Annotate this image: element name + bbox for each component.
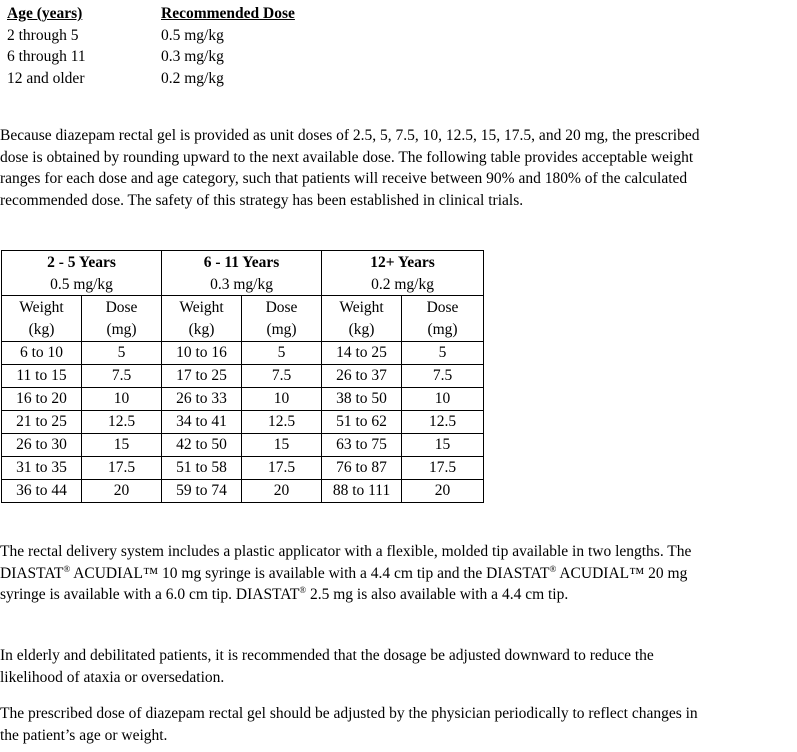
- dose-unit: (mg): [106, 320, 137, 338]
- dose-value-cell: 7.5: [402, 365, 484, 388]
- age-cell: 12 and older: [7, 69, 85, 87]
- dose-value-cell: 7.5: [82, 365, 162, 388]
- dose-value-cell: 12.5: [82, 411, 162, 434]
- dose-column-header: [82, 296, 162, 342]
- weight-range-cell: 38 to 50: [322, 388, 402, 411]
- weight-dose-table: [1, 250, 484, 503]
- age-cell: 6 through 11: [7, 48, 86, 65]
- weight-range-cell: 76 to 87: [322, 457, 402, 480]
- weight-label: Weight: [19, 299, 64, 316]
- weight-range-cell: 36 to 44: [2, 480, 82, 503]
- age-group-title: 2 - 5 Years: [47, 254, 116, 271]
- weight-range-cell: 31 to 35: [2, 457, 82, 480]
- weight-unit: (kg): [28, 320, 55, 338]
- weight-range-cell: 11 to 15: [2, 365, 82, 388]
- weight-range-cell: 26 to 37: [322, 365, 402, 388]
- delivery-text: 2.5 mg is also available with a 4.4 cm tip.: [306, 586, 569, 603]
- dose-adjustment-paragraph: The prescribed dose of diazepam rectal gel should be adjusted by the physician periodically to reflect changes in the patient’s age or weight.: [0, 705, 698, 744]
- elderly-patients-paragraph: In elderly and debilitated patients, it is recommended that the dosage be adjusted downward to reduce the likelihood of ataxia or oversedation.: [0, 647, 654, 686]
- table-row: [2, 365, 484, 388]
- dose-value-cell: 17.5: [402, 457, 484, 480]
- delivery-text: The rectal delivery system includes a plastic applicator with a flexible, molded tip available in two lengths. The DIASTAT: [0, 543, 692, 582]
- dose-label: Dose: [426, 299, 459, 316]
- dose-value-cell: 5: [82, 342, 162, 365]
- weight-range-cell: 16 to 20: [2, 388, 82, 411]
- weight-unit: (kg): [188, 320, 215, 338]
- weight-range-cell: 17 to 25: [162, 365, 242, 388]
- dose-cell: 0.5 mg/kg: [161, 26, 224, 44]
- weight-column-header: [2, 296, 82, 342]
- column-header-row: [2, 296, 484, 342]
- dose-label: Dose: [265, 299, 298, 316]
- age-table-row: [7, 46, 295, 68]
- age-group-header: [322, 251, 484, 296]
- registered-mark: ®: [63, 563, 71, 574]
- age-cell: 2 through 5: [7, 26, 79, 44]
- weight-range-cell: 88 to 111: [322, 480, 402, 503]
- dose-column-header: [402, 296, 484, 342]
- weight-unit: (kg): [348, 320, 375, 338]
- weight-label: Weight: [179, 299, 224, 316]
- age-header: Age (years): [7, 5, 83, 22]
- dose-value-cell: 20: [402, 480, 484, 503]
- dose-label: Dose: [105, 299, 138, 316]
- weight-range-cell: 10 to 16: [162, 342, 242, 365]
- dose-cell: 0.2 mg/kg: [161, 69, 224, 87]
- age-group-title: 12+ Years: [370, 254, 435, 271]
- table-row: [2, 480, 484, 503]
- delivery-text: ACUDIAL™ 20 mg syringe is available with a 6.0 cm tip. DIASTAT: [0, 564, 688, 603]
- table-row: [2, 457, 484, 480]
- delivery-text: ACUDIAL™ 10 mg syringe is available with a 4.4 cm tip and the DIASTAT: [70, 564, 550, 582]
- dose-value-cell: 17.5: [82, 457, 162, 480]
- weight-range-cell: 59 to 74: [162, 480, 242, 503]
- registered-mark: ®: [549, 563, 557, 574]
- dose-cell: 0.3 mg/kg: [161, 48, 224, 65]
- rounding-paragraph: Because diazepam rectal gel is provided as unit doses of 2.5, 5, 7.5, 10, 12.5, 15, 17.5, and 20 mg, the prescribed dose is obtained by rounding upward to the next available dose. The following table provides acceptable weight ranges for each dose and age category, such that patients will receive between 90% and 180% of the calculated recommended dose. The safety of this strategy has been established in clinical trials.: [0, 127, 700, 209]
- age-table-row: [7, 25, 295, 47]
- age-group-title: 6 - 11 Years: [203, 254, 280, 271]
- weight-range-cell: 42 to 50: [162, 434, 242, 457]
- age-table-row: [7, 68, 295, 90]
- table-row: [2, 388, 484, 411]
- weight-range-cell: 6 to 10: [2, 342, 82, 365]
- dose-value-cell: 12.5: [402, 411, 484, 434]
- weight-column-header: [162, 296, 242, 342]
- age-group-dose: 0.2 mg/kg: [371, 275, 434, 293]
- dose-value-cell: 17.5: [242, 457, 322, 480]
- table-row: [2, 342, 484, 365]
- dose-unit: (mg): [266, 320, 297, 338]
- dose-column-header: [242, 296, 322, 342]
- weight-range-cell: 21 to 25: [2, 411, 82, 434]
- age-dose-table: [7, 3, 295, 89]
- weight-range-cell: 63 to 75: [322, 434, 402, 457]
- table-row: [2, 411, 484, 434]
- weight-label: Weight: [339, 299, 384, 316]
- weight-range-cell: 51 to 62: [322, 411, 402, 434]
- dose-value-cell: 10: [242, 388, 322, 411]
- dose-value-cell: 15: [82, 434, 162, 457]
- dose-unit: (mg): [427, 320, 458, 338]
- dose-value-cell: 15: [402, 434, 484, 457]
- dose-value-cell: 20: [82, 480, 162, 503]
- weight-column-header: [322, 296, 402, 342]
- age-group-header: [2, 251, 162, 296]
- delivery-system-paragraph: [0, 541, 720, 606]
- weight-range-cell: 26 to 30: [2, 434, 82, 457]
- dose-value-cell: 15: [242, 434, 322, 457]
- recommended-dose-header: Recommended Dose: [161, 5, 295, 22]
- weight-range-cell: 26 to 33: [162, 388, 242, 411]
- weight-range-cell: 34 to 41: [162, 411, 242, 434]
- dose-value-cell: 10: [402, 388, 484, 411]
- weight-range-cell: 14 to 25: [322, 342, 402, 365]
- age-group-dose: 0.5 mg/kg: [50, 275, 113, 293]
- dose-value-cell: 7.5: [242, 365, 322, 388]
- age-table-header-row: [7, 3, 295, 25]
- dose-value-cell: 5: [242, 342, 322, 365]
- age-group-header-row: [2, 251, 484, 296]
- dose-value-cell: 12.5: [242, 411, 322, 434]
- table-row: [2, 434, 484, 457]
- age-group-dose: 0.3 mg/kg: [210, 275, 273, 293]
- dose-value-cell: 5: [402, 342, 484, 365]
- dose-value-cell: 10: [82, 388, 162, 411]
- registered-mark: ®: [299, 585, 307, 595]
- dose-value-cell: 20: [242, 480, 322, 503]
- weight-range-cell: 51 to 58: [162, 457, 242, 480]
- weight-dose-table-body: [2, 342, 484, 503]
- age-group-header: [162, 251, 322, 296]
